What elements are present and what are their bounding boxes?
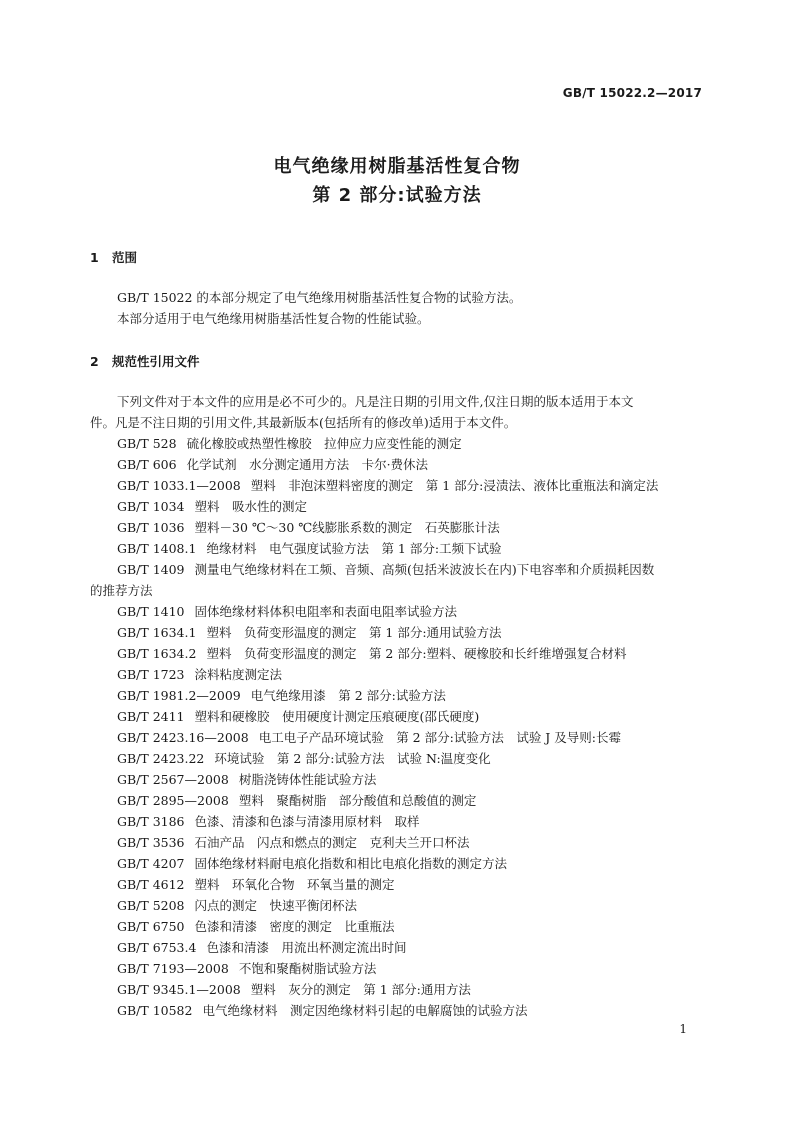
reference-title: 涂料粘度测定法 [194, 667, 283, 682]
reference-code: GB/T 1634.2 [117, 646, 197, 661]
reference-code: GB/T 2423.16—2008 [117, 730, 249, 745]
reference-item [90, 895, 710, 916]
reference-item [90, 622, 710, 643]
reference-list [90, 433, 710, 1021]
reference-item [90, 1000, 710, 1021]
reference-title: 塑料 灰分的测定 第 1 部分:通用方法 [250, 982, 471, 997]
paragraph-line: 下列文件对于本文件的应用是必不可少的。凡是注日期的引用文件,仅注日期的版本适用于本文 [117, 394, 634, 409]
reference-code: GB/T 2411 [117, 709, 185, 724]
reference-title: 色漆和清漆 用流出杯测定流出时间 [206, 940, 407, 955]
reference-item [90, 664, 710, 685]
paragraph-line: 本部分适用于电气绝缘用树脂基活性复合物的性能试验。 [117, 311, 430, 326]
reference-item [90, 454, 710, 475]
reference-title: 硫化橡胶或热塑性橡胶 拉伸应力应变性能的测定 [186, 436, 462, 451]
reference-title: 测量电气绝缘材料在工频、音频、高频(包括米波波长在内)下电容率和介质损耗因数 [194, 562, 655, 577]
reference-item [90, 643, 710, 664]
paragraph-line: GB/T 15022 的本部分规定了电气绝缘用树脂基活性复合物的试验方法。 [117, 290, 522, 305]
reference-item [90, 706, 710, 727]
references-intro [90, 391, 706, 433]
reference-item [90, 685, 710, 706]
reference-title: 塑料 聚酯树脂 部分酸值和总酸值的测定 [238, 793, 477, 808]
reference-code: GB/T 2423.22 [117, 751, 205, 766]
reference-title: 塑料 负荷变形温度的测定 第 2 部分:塑料、硬橡胶和长纤维增强复合材料 [206, 646, 627, 661]
section-title: 规范性引用文件 [112, 354, 200, 369]
reference-code: GB/T 10582 [117, 1003, 193, 1018]
reference-title: 环境试验 第 2 部分:试验方法 试验 N:温度变化 [214, 751, 491, 766]
reference-continuation: 的推荐方法 [90, 583, 153, 598]
reference-code: GB/T 1409 [117, 562, 185, 577]
reference-title: 绝缘材料 电气强度试验方法 第 1 部分:工频下试验 [206, 541, 502, 556]
reference-item [90, 475, 710, 496]
section-title: 范围 [112, 250, 138, 265]
reference-code: GB/T 1034 [117, 499, 185, 514]
reference-item [90, 811, 710, 832]
reference-title: 塑料和硬橡胶 使用硬度计测定压痕硬度(邵氏硬度) [194, 709, 480, 724]
reference-item [90, 517, 710, 538]
reference-code: GB/T 4207 [117, 856, 185, 871]
reference-item [90, 979, 710, 1000]
reference-code: GB/T 3536 [117, 835, 185, 850]
reference-item [90, 769, 710, 790]
page-number: 1 [679, 1022, 687, 1036]
reference-item [90, 832, 710, 853]
reference-item [90, 559, 710, 580]
section-number: 1 [90, 250, 99, 265]
reference-item [90, 433, 710, 454]
reference-item [90, 790, 710, 811]
reference-code: GB/T 7193—2008 [117, 961, 229, 976]
reference-title: 化学试剂 水分测定通用方法 卡尔·费休法 [186, 457, 429, 472]
reference-code: GB/T 6750 [117, 919, 185, 934]
reference-code: GB/T 4612 [117, 877, 185, 892]
reference-title: 塑料－30 ℃～30 ℃线膨胀系数的测定 石英膨胀计法 [194, 520, 500, 535]
reference-item [90, 958, 710, 979]
section-heading-normative-references [90, 352, 200, 370]
reference-title: 色漆、清漆和色漆与清漆用原材料 取样 [194, 814, 420, 829]
reference-title: 色漆和清漆 密度的测定 比重瓶法 [194, 919, 395, 934]
reference-title: 电气绝缘材料 测定因绝缘材料引起的电解腐蚀的试验方法 [202, 1003, 528, 1018]
reference-title: 固体绝缘材料体积电阻率和表面电阻率试验方法 [194, 604, 458, 619]
reference-title: 电工电子产品环境试验 第 2 部分:试验方法 试验 J 及导则:长霉 [258, 730, 621, 745]
paragraph-line: 件。凡是不注日期的引用文件,其最新版本(包括所有的修改单)适用于本文件。 [90, 415, 517, 430]
reference-title: 塑料 负荷变形温度的测定 第 1 部分:通用试验方法 [206, 625, 502, 640]
reference-code: GB/T 3186 [117, 814, 185, 829]
reference-code: GB/T 1036 [117, 520, 185, 535]
reference-item [90, 853, 710, 874]
reference-code: GB/T 2895—2008 [117, 793, 229, 808]
reference-item [90, 538, 710, 559]
standard-code: GB/T 15022.2—2017 [562, 86, 702, 100]
reference-title: 塑料 吸水性的测定 [194, 499, 308, 514]
reference-item [90, 601, 710, 622]
reference-title: 电气绝缘用漆 第 2 部分:试验方法 [250, 688, 446, 703]
reference-code: GB/T 1410 [117, 604, 185, 619]
reference-item [90, 937, 710, 958]
reference-title: 树脂浇铸体性能试验方法 [238, 772, 377, 787]
reference-item [90, 916, 710, 937]
reference-title: 固体绝缘材料耐电痕化指数和相比电痕化指数的测定方法 [194, 856, 508, 871]
reference-code: GB/T 1981.2—2009 [117, 688, 241, 703]
reference-code: GB/T 1634.1 [117, 625, 197, 640]
reference-code: GB/T 528 [117, 436, 177, 451]
section-heading-scope [90, 248, 137, 266]
reference-item [90, 496, 710, 517]
reference-code: GB/T 1723 [117, 667, 185, 682]
reference-code: GB/T 2567—2008 [117, 772, 229, 787]
document-subtitle: 第 2 部分:试验方法 [312, 185, 482, 206]
reference-code: GB/T 9345.1—2008 [117, 982, 241, 997]
reference-code: GB/T 606 [117, 457, 177, 472]
reference-code: GB/T 1033.1—2008 [117, 478, 241, 493]
reference-title: 塑料 环氧化合物 环氧当量的测定 [194, 877, 395, 892]
reference-item [90, 874, 710, 895]
document-title: 电气绝缘用树脂基活性复合物 [273, 156, 521, 177]
reference-item [90, 748, 710, 769]
reference-title: 不饱和聚酯树脂试验方法 [238, 961, 377, 976]
reference-title: 塑料 非泡沫塑料密度的测定 第 1 部分:浸渍法、液体比重瓶法和滴定法 [250, 478, 659, 493]
reference-code: GB/T 1408.1 [117, 541, 197, 556]
reference-title: 石油产品 闪点和燃点的测定 克利夫兰开口杯法 [194, 835, 470, 850]
reference-code: GB/T 6753.4 [117, 940, 197, 955]
reference-code: GB/T 5208 [117, 898, 185, 913]
reference-item [90, 727, 710, 748]
section-number: 2 [90, 354, 99, 369]
reference-title: 闪点的测定 快速平衡闭杯法 [194, 898, 358, 913]
scope-paragraph [90, 287, 706, 329]
